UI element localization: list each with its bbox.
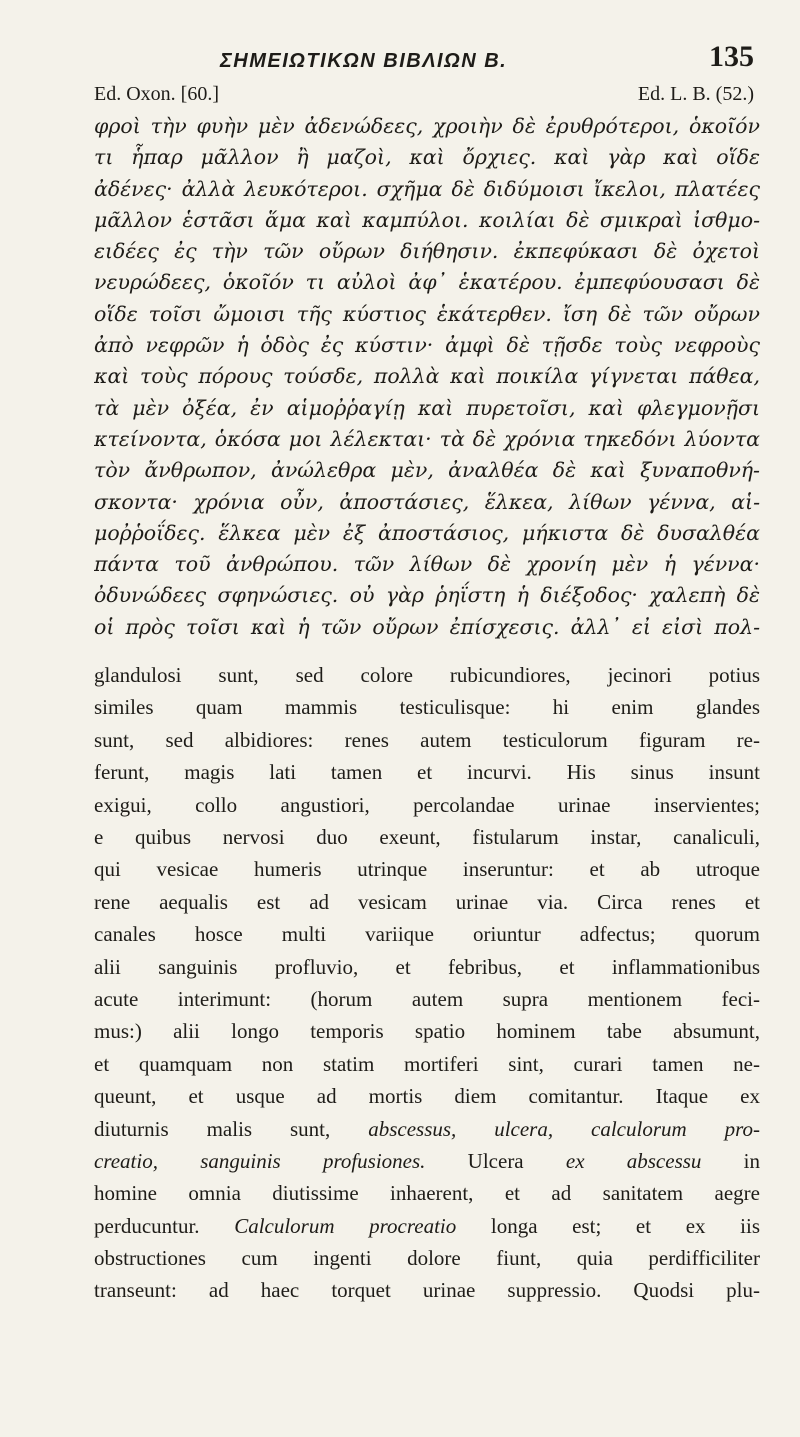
running-title: ΣΗΜΕΙΩΤΙΚΩΝ ΒΙΒΛΙΩΝ Β.: [220, 50, 508, 72]
latin-line: alii sanguinis profluvio, et febribus, et inflammationibus: [94, 954, 760, 979]
greek-line: ὀδυνώδεες σφηνώσιες. οὐ γὰρ ῥηΐστη ἡ διέξοδος· χαλεπὴ δὲ: [94, 583, 760, 608]
latin-line: queunt, et usque ad mortis diem comitantur. Itaque ex: [94, 1084, 760, 1109]
latin-line: mus:) alii longo temporis spatio hominem tabe absumunt,: [94, 1019, 760, 1044]
latin-line: [94, 1210, 760, 1242]
greek-line: οἵδε τοῖσι ὤμοισι τῆς κύστιος ἑκάτερθεν. ἴση δὲ τῶν οὔρων: [94, 301, 760, 326]
latin-line: [94, 1113, 760, 1145]
latin-text: Ulcera: [425, 1148, 566, 1173]
latin-line: rene aequalis est ad vesicam urinae via. Circa renes et: [94, 889, 760, 914]
latin-line: transeunt: ad haec torquet urinae suppressio. Quodsi plu-: [94, 1278, 760, 1303]
greek-line: ἀπὸ νεφρῶν ἡ ὁδὸς ἐς κύστιν· ἀμφὶ δὲ τῇσδε τοὺς νεφροὺς: [94, 333, 760, 358]
latin-line: homine omnia diutissime inhaerent, et ad sanitatem aegre: [94, 1181, 760, 1206]
greek-line: ειδέες ἐς τὴν τῶν οὔρων διήθησιν. ἐκπεφύκασι δὲ ὀχετοὶ: [94, 239, 760, 264]
edition-oxford-ref: Ed. Oxon. [60.]: [94, 83, 219, 105]
latin-line: et quamquam non statim mortiferi sint, curari tamen ne-: [94, 1051, 760, 1076]
edition-references: [94, 80, 760, 109]
latin-text: perducuntur.: [94, 1213, 235, 1238]
greek-line: φροὶ τὴν φυὴν μὲν ἀδενώδεες, χροιὴν δὲ ἐρυθρότεροι, ὁκοῖόν: [94, 114, 760, 138]
latin-line: ferunt, magis lati tamen et incurvi. His sinus insunt: [94, 760, 760, 785]
greek-line: οἱ πρὸς τοῖσι καὶ ἡ τῶν οὔρων ἐπίσχεσις. ἀλλ᾽ εἰ εἰσὶ πολ-: [94, 614, 760, 639]
latin-line: obstructiones cum ingenti dolore fiunt, quia perdifficiliter: [94, 1246, 760, 1271]
latin-line: similes quam mammis testiculisque: hi enim glandes: [94, 695, 760, 720]
greek-line: καὶ τοὺς πόρους τούσδε, πολλὰ καὶ ποικίλα γίγνεται πάθεα,: [94, 364, 760, 389]
edition-leiden-ref: Ed. L. B. (52.): [637, 83, 754, 105]
greek-line: σκοντα· χρόνια οὖν, ἀποστάσιες, ἕλκεα, λίθων γέννα, αἱ-: [94, 489, 760, 514]
latin-italic-term: creatio,: [94, 1148, 201, 1173]
greek-line: κτείνοντα, ὁκόσα μοι λέλεκται· τὰ δὲ χρόνια τηκεδόνι λύοντα: [94, 426, 760, 451]
greek-line: μᾶλλον ἑστᾶσι ἅμα καὶ καμπύλοι. κοιλίαι δὲ σμικραὶ ἰσθμο-: [94, 207, 760, 232]
latin-text: in: [701, 1148, 760, 1173]
latin-line: sunt, sed albidiores: renes autem testiculorum figuram re-: [94, 727, 760, 752]
latin-line: [94, 1145, 760, 1177]
latin-translation: [94, 659, 760, 1307]
greek-line: τὰ μὲν ὀξέα, ἐν αἱμοῤῥαγίῃ καὶ πυρετοῖσι, καὶ φλεγμονῇσι: [94, 395, 760, 420]
latin-italic-term: sanguinis profusiones.: [200, 1148, 426, 1173]
latin-line: exigui, collo angustiori, percolandae urinae inservientes;: [94, 792, 760, 817]
latin-line: acute interimunt: (horum autem supra mentionem feci-: [94, 986, 760, 1011]
page-number: 135: [709, 40, 754, 73]
latin-italic-term: Calculorum procreatio: [234, 1213, 457, 1238]
running-head: [94, 22, 760, 80]
latin-italic-term: ex abscessu: [565, 1148, 702, 1173]
latin-line: canales hosce multi variique oriuntur adfectus; quorum: [94, 922, 760, 947]
latin-line: glandulosi sunt, sed colore rubicundiores, jecinori potius: [94, 663, 760, 688]
greek-line: νευρώδεες, ὁκοῖόν τι αὐλοὶ ἀφ᾽ ἑκατέρου. ἐμπεφύουσασι δὲ: [94, 270, 760, 295]
latin-text: diuturnis malis sunt,: [94, 1116, 369, 1141]
greek-line: τι ἧπαρ μᾶλλον ἢ μαζοὶ, καὶ ὄρχιες. καὶ γὰρ καὶ οἵδε: [94, 145, 760, 170]
greek-line: τὸν ἄνθρωπον, ἀνώλεθρα μὲν, ἀναλθέα δὲ καὶ ξυναποθνή-: [94, 458, 760, 483]
greek-line: μοῤῥοΐδες. ἕλκεα μὲν ἐξ ἀποστάσιος, μήκιστα δὲ δυσαλθέα: [94, 520, 760, 545]
latin-line: qui vesicae humeris utrinque inseruntur: et ab utroque: [94, 857, 760, 882]
latin-line: e quibus nervosi duo exeunt, fistularum instar, canaliculi,: [94, 825, 760, 849]
latin-italic-term: abscessus, ulcera, calculorum pro-: [368, 1116, 760, 1141]
greek-line: πάντα τοῦ ἀνθρώπου. τῶν λίθων δὲ χρονίη μὲν ἡ γέννα·: [94, 552, 760, 577]
greek-line: ἀδένες· ἀλλὰ λευκότεροι. σχῆμα δὲ διδύμοισι ἴκελοι, πλατέες: [94, 176, 760, 201]
latin-text: longa est; et ex iis: [456, 1213, 760, 1238]
greek-text: [94, 111, 760, 643]
